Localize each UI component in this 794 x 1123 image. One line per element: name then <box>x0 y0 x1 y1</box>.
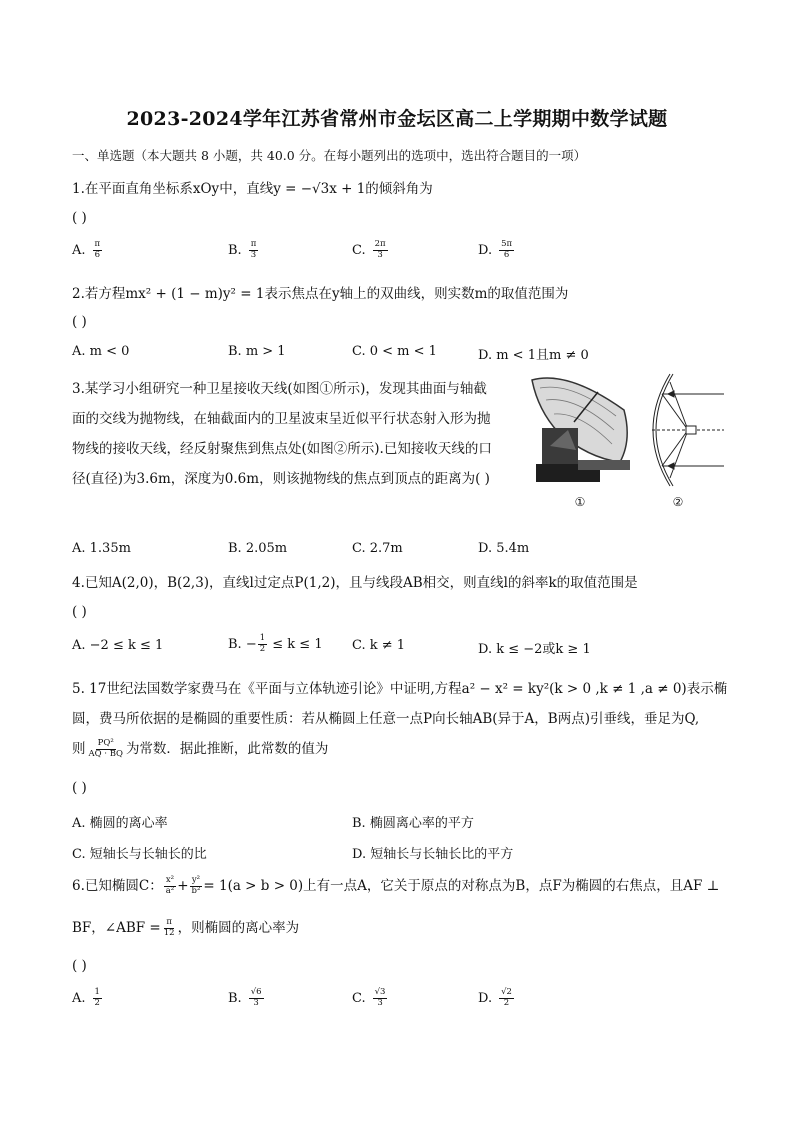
figure-2-label: ② <box>672 495 684 509</box>
q2-option-c[interactable]: C. 0 < m < 1 <box>352 344 437 359</box>
q6-option-a[interactable]: A. $\frac{1}{2}$ <box>72 987 100 1008</box>
q1-option-d[interactable]: D. $\frac{5\pi}{6}$ <box>478 239 513 260</box>
q3-option-c[interactable]: C. 2.7m <box>352 541 403 556</box>
q1-option-a[interactable]: A. $\frac{\pi}{6}$ <box>72 239 101 260</box>
parabola-diagram <box>652 374 724 486</box>
q6-answer-paren: ( ) <box>72 958 87 974</box>
q3-option-a[interactable]: A. 1.35m <box>72 541 131 556</box>
q4-option-b[interactable]: B. − $\frac{1}{2}$ ≤ k ≤ 1 <box>228 633 323 654</box>
q5-stem-line3: 则 $\frac{\text{PQ²}}{AQ \cdot BQ}$ 为常数．据此推断，此常数的值为 <box>72 738 329 759</box>
page-title: 2023-2024学年江苏省常州市金坛区高二上学期期中数学试题 <box>126 108 668 130</box>
q4-answer-paren: ( ) <box>72 604 87 620</box>
q1-stem: 1.在平面直角坐标系xOy中，直线y = −√3x + 1的倾斜角为 <box>72 181 433 197</box>
q4-option-d[interactable]: D. k ≤ −2或k ≥ 1 <box>478 642 591 657</box>
q6-stem-line1: 6.已知椭圆C： $\frac{\text{x²}}{\text{a²}}$ + $\frac{\text{y²}}{\text{b²}}$ = 1(a > b > 0)上有一点A，它关于原点的对称点为B，点F为椭圆的右焦点，且AF ⊥ <box>72 875 720 896</box>
q4-option-c[interactable]: C. k ≠ 1 <box>352 638 406 653</box>
figure-1-label: ① <box>574 495 586 509</box>
q2-stem: 2.若方程mx² + (1 − m)y² = 1表示焦点在y轴上的双曲线，则实数m的取值范围为 <box>72 286 569 302</box>
q2-option-d[interactable]: D. m < 1且m ≠ 0 <box>478 348 589 363</box>
q6-option-d[interactable]: D. $\frac{√2}{2}$ <box>478 987 512 1008</box>
q3-stem-line3: 物线的接收天线，经反射聚焦到焦点处(如图②所示).已知接收天线的口 <box>72 441 492 457</box>
q1-option-c[interactable]: C. $\frac{2\pi}{3}$ <box>352 239 386 260</box>
q3-option-b[interactable]: B. 2.05m <box>228 541 288 556</box>
q5-option-b[interactable]: B. 椭圆离心率的平方 <box>352 816 474 831</box>
q6-option-c[interactable]: C. $\frac{√3}{3}$ <box>352 987 386 1008</box>
q2-option-b[interactable]: B. m > 1 <box>228 344 286 359</box>
q1-option-b[interactable]: B. $\frac{\pi}{3}$ <box>228 239 257 260</box>
q5-stem-line2: 圆，费马所依据的是椭圆的重要性质：若从椭圆上任意一点P向长轴AB(异于A，B两点)引垂线，垂足为Q, <box>72 711 700 727</box>
q3-stem-line2: 面的交线为抛物线，在轴截面内的卫星波束呈近似平行状态射入形为抛 <box>72 411 491 427</box>
section-heading: 一、单选题（本大题共 8 小题，共 40.0 分。在每小题列出的选项中，选出符合题目的一项） <box>72 148 587 163</box>
q4-stem: 4.已知A(2,0)，B(2,3)，直线l过定点P(1,2)，且与线段AB相交，则直线l的斜率k的取值范围是 <box>72 575 638 591</box>
q6-option-b[interactable]: B. $\frac{√6}{3}$ <box>228 987 262 1008</box>
satellite-dish-icon <box>528 370 632 488</box>
q5-option-d[interactable]: D. 短轴长与长轴长比的平方 <box>352 847 514 862</box>
q2-answer-paren: ( ) <box>72 314 87 330</box>
q5-stem-line1: 5. 17世纪法国数学家费马在《平面与立体轨迹引论》中证明,方程a² − x² = ky²(k > 0 ,k ≠ 1 ,a ≠ 0)表示椭 <box>72 681 728 697</box>
q6-stem-line2: BF，∠ABF = $\frac{\pi}{12}$ ，则椭圆的离心率为 <box>72 917 300 938</box>
q3-option-d[interactable]: D. 5.4m <box>478 541 530 556</box>
q5-answer-paren: ( ) <box>72 780 87 796</box>
q3-stem-line4: 径(直径)为3.6m，深度为0.6m，则该抛物线的焦点到顶点的距离为( ) <box>72 471 490 487</box>
satellite-antenna-figure <box>528 370 728 516</box>
q4-option-a[interactable]: A. −2 ≤ k ≤ 1 <box>72 638 164 653</box>
q2-option-a[interactable]: A. m < 0 <box>72 344 130 359</box>
q1-answer-paren: ( ) <box>72 210 87 226</box>
q3-stem-line1: 3.某学习小组研究一种卫星接收天线(如图①所示)，发现其曲面与轴截 <box>72 381 487 397</box>
q5-option-a[interactable]: A. 椭圆的离心率 <box>72 816 168 831</box>
q5-option-c[interactable]: C. 短轴长与长轴长的比 <box>72 847 207 862</box>
